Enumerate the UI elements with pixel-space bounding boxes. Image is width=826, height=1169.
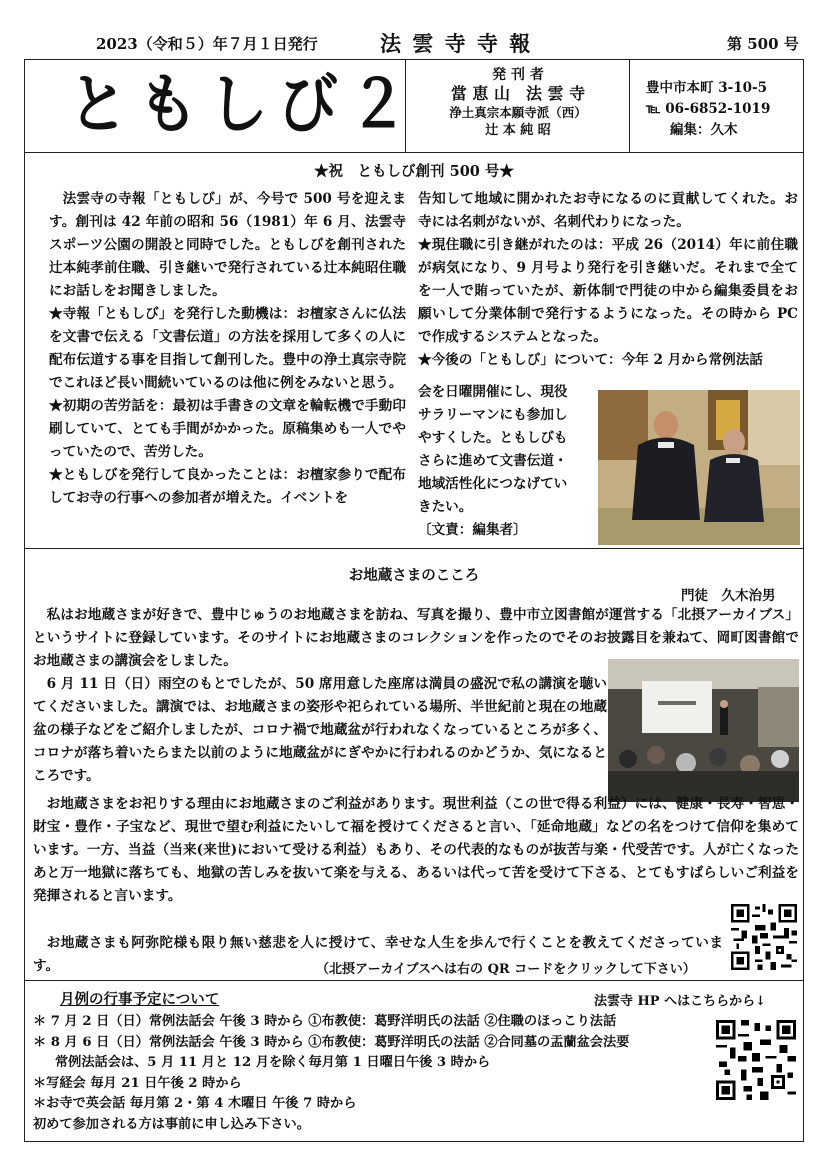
phone: ℡ 06-6852-1019 [646, 101, 771, 117]
issue-date: 2023（令和５）年７月１日発行 [96, 35, 318, 53]
events-title: 月例の行事予定について [60, 991, 220, 1008]
article2-photo-paragraph [33, 673, 607, 788]
hp-qr-code[interactable] [716, 1020, 796, 1100]
event-item: ＊ 8 月 6 日（日）常例法話会 午後 3 時から ①布教使：葛野洋明氏の法話 ②合同墓の盂蘭盆会法要 [33, 1034, 630, 1050]
qr-note: （北摂アーカイブスへは右の QR コードをクリックして下さい） [316, 962, 696, 977]
event-item: ＊ 7 月 2 日（日）常例法話会 午後 3 時から ①布教使：葛野洋明氏の法話 ②住職のほっこり法話 [33, 1014, 617, 1029]
archives-qr-code[interactable] [731, 904, 797, 970]
events-list [33, 1012, 713, 1135]
article2-para: お地蔵さまをお祀りする理由にお地蔵さまのご利益があります。現世利益（この世で得る利益）には、健康・長寿・智恵・財宝・豊作・子宝など、現世で望む利益にたいして福を授けてくださると言い、「延命地蔵」などの名をつけて信仰を集めています。一方、当益（当来(来世)において受ける利益）もあり、その代表的なものが抜苦与楽・代受苦です。人が亡くなったあと万一地獄に落ちても、地獄の苦しみを抜いて楽を与える、あるいは代って苦を受けて下さる、とてもすばらしいご利益を発揮されると言います。 [33, 796, 799, 904]
article1-para: ★寺報「ともしび」を発行した動機は：お檀家さんに仏法を文書で伝える「文書伝道」の方法を採用して多くの人に配布伝道する事を目指して創刊した。豊中の浄土真宗寺院でこれほど長い間続いているのは他に例をみないと思う。 [49, 306, 406, 391]
event-item: 常例法話会は、5 月 11 月と 12 月を除く毎月第 1 日曜日午後 3 時から [55, 1055, 491, 1070]
publisher-label: 発 刊 者 [492, 67, 544, 83]
article1-line: 会を日曜開催にし、現役 [418, 384, 568, 400]
hp-note: 法雲寺 HP へはこちらから↓ [594, 994, 767, 1009]
logo: ともしび２ [68, 67, 418, 143]
article1-line: サラリーマンにも参加し [418, 407, 568, 423]
article1-line: やすくした。ともしびも [418, 430, 568, 446]
article1-para: 法雲寺の寺報「ともしび」が、今号で 500 号を迎えます。創刊は 42 年前の昭和 56（1981）年 6 月、法雲寺スポーツ公園の開設と同時でした。ともしびを創刊された辻本純孝前住職、引き継いで発行されている辻本純昭住職にお話しをお聞きしました。 [49, 191, 406, 299]
paper-title: 法 雲 寺 寺 報 [380, 31, 533, 56]
article1-line: きたい。 [418, 499, 473, 515]
contact-block [646, 78, 770, 141]
article1-line: さらに進めて文書伝道・ [418, 453, 568, 469]
article2-para: 6 月 11 日（日）雨空のもとでしたが、50 席用意した座席は満員の盛況で私の講演を聴いてくださいました。講演では、お地蔵さまの姿形や祀られている場所、半世紀前と現在の地蔵盆の様子などをご紹介しましたが、コロナ禍で地蔵盆が行われなくなっているところが多く、コロナが落ち着いたらまた以前のように地蔵盆がにぎやかに行われるのかどうか、気になるところです。 [33, 676, 607, 784]
article1-line: 地域活性化につなげてい [418, 476, 568, 492]
article2-author: 門徒 久木治男 [681, 588, 776, 604]
chief-priest: 辻 本 純 昭 [485, 123, 551, 138]
article1-para: ★現住職に引き継がれたのは：平成 26（2014）年に前住職が病気になり、9 月号より発行を引き継いだ。それまで全てを一人で賄っていたが、新体制で門徒の中から編集委員をお願いして分業体制で発行するようになった。その時から PC で作成するシステムとなった。 [418, 237, 798, 345]
editor: 編集：久木 [670, 122, 738, 138]
sect-name: 浄土真宗本願寺派（西） [449, 105, 587, 120]
event-item: ＊写経会 毎月 21 日午後 2 時から [33, 1075, 242, 1091]
article1-right-column [418, 188, 798, 372]
article1-credit: 〔文責：編集者〕 [418, 522, 527, 538]
article2-para: お地蔵さまも阿弥陀様も限り無い慈悲を人に授けて、幸せな人生を歩んで行くことを教えてくださっています。 [33, 935, 723, 974]
article1-para: ★今後の「ともしび」について：今年 2 月から常例法話 [418, 352, 763, 368]
article2-benefit-paragraph [33, 793, 799, 908]
event-item: ＊お寺で英会話 毎月第 2・第 4 木曜日 午後 7 時から [33, 1096, 357, 1111]
article1-para: ★ともしびを発行して良かったことは：お檀家参りで配布してお寺の行事への参加者が増えた。イベントを [49, 467, 406, 506]
issue-number: 第 500 号 [727, 35, 799, 53]
article1-photo-side-text [418, 381, 596, 542]
event-item: 初めて参加される方は事前に申し込み下さい。 [33, 1116, 310, 1132]
publisher-block [410, 66, 626, 140]
article1-para: 告知して地域に開かれたお寺になるのに貢献してくれた。お寺には名刺がないが、名刺代わりになった。 [418, 191, 798, 230]
lecture-photo [608, 659, 799, 802]
address: 豊中市本町 3-10-5 [646, 80, 767, 96]
article1-left-column [49, 188, 406, 510]
article1-para: ★初期の苦労話を：最初は手書きの文章を輪転機で手動印刷していて、とても手間がかかった。原稿集めも一人でやっていたので、苦労した。 [49, 398, 406, 460]
priests-photo [598, 390, 800, 545]
article2-title: お地蔵さまのこころ [348, 567, 480, 584]
temple-name: 當 恵 山 法 雲 寺 [450, 84, 586, 103]
masthead-divider-2 [629, 60, 630, 152]
article1-title: ★祝 ともしび創刊 500 号★ [314, 163, 514, 180]
article2-para: 私はお地蔵さまが好きで、豊中じゅうのお地蔵さまを訪ね、写真を撮り、豊中市立図書館が運営する「北摂アーカイブス」というサイトに登録しています。そのサイトにお地蔵さまのコレクションを作ったのでそのお披露目を兼ねて、岡町図書館でお地蔵さまの講演会をしました。 [33, 607, 799, 669]
